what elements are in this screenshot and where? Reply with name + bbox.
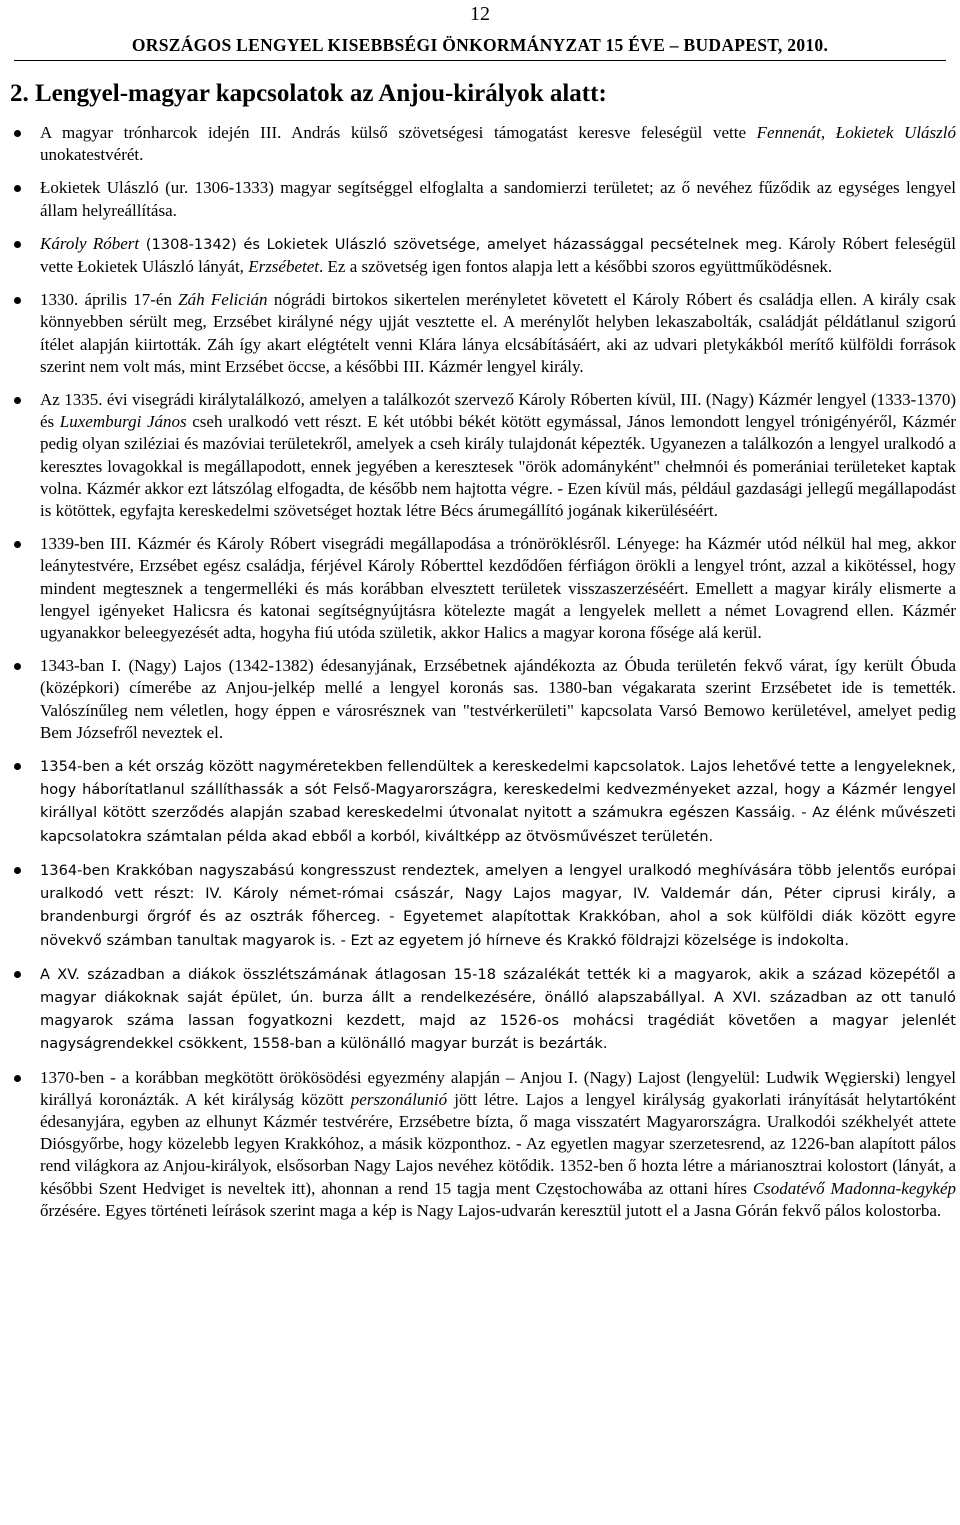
text-run: 1339-ben III. Kázmér és Károly Róbert visegrádi megállapodása a trónöröklésről. Lényege: ha Kázmér utód nélkül hal meg, akkor leánytestvére, Erzsébet egész családja, férjével Károly Róberttel kezdődően férfiágon örökli a lengyel trónt, azzal a kikötéssel, hogy mindent megtesznek a tengermelléki és más korábban elvesztett területek visszaszerzéséért. Emellett a magyar király elismerte a lengyel igényeket Halicsra és katonai segítségnyújtásra kötelezte magát a lengyelek mellett a német Lovagrend ellen. Kázmér ugyanakkor beleegyezését adta, hogyha fiú utóda születik, akkor Halics a magyar korona fősége alá kerül. [40, 534, 956, 643]
italic-text: Łokietek Ulászló [835, 123, 957, 142]
text-run: őrzésére. Egyes történeti leírások szerint maga a kép is Nagy Lajos-udvarán keresztül jutott el a Jasna Górán fekvő pálos kolostorba. [40, 1200, 942, 1220]
text-run: Az 1335. évi visegrádi királytalálkozó, amelyen a találkozót szervező Károly Róberten kívül, III. (Nagy) Kázmér lengyel (1333-1370) és [40, 390, 956, 432]
text-run: Łokietek Ulászló (ur. 1306-1333) magyar segítséggel elfoglalta a sandomierzi területet; az ő nevéhez fűződik az egységes lengyel állam helyreállítása. [40, 178, 956, 220]
bullet-list [0, 122, 960, 1233]
bullet-item [0, 755, 960, 848]
text-run: 1343-ban I. (Nagy) Lajos (1342-1382) édesanyjának, Erzsébetnek ajándékozta az Óbuda területén fekvő várat, így került Óbuda (középkori) címerébe az Anjou-jelkép mellé a lengyel koronás sas. 1380-ban végakarata szerint Erzsébetet ide is temették. Valószínűleg nem véletlen, hogy éppen e városrésznek van "testvérkerületi" kapcsolata Varsó Bemowo kerületével, amelyet pedig Bem Józsefről neveztek el. [40, 656, 956, 742]
header-rule [14, 60, 946, 61]
section-heading: 2. Lengyel-magyar kapcsolatok az Anjou-királyok alatt: [10, 80, 607, 107]
bullet-item [0, 289, 960, 378]
italic-text: Károly Róbert [40, 233, 140, 253]
text-run: . Ez a szövetség igen fontos alapja lett a későbbi szoros együttműködésnek. [319, 257, 833, 277]
text-run: A magyar trónharcok idején III. András külső szövetségesi támogatást keresve feleségül vette [40, 123, 757, 142]
text-run: Károly Róbert feleségül vette Łokietek Ulászló lányát, [40, 233, 956, 277]
text-run: , [820, 123, 836, 142]
bullet-item [0, 533, 960, 644]
running-header: ORSZÁGOS LENGYEL KISEBBSÉGI ÖNKORMÁNYZAT 15 ÉVE – BUDAPEST, 2010. [131, 35, 829, 55]
text-run: 1364-ben Krakkóban nagyszabású kongresszust rendeztek, amelyen a lengyel uralkodó meghívására több jelentős európai uralkodó vett részt: IV. Károly német-római császár, Nagy Lajos magyar, IV. Valdemár dán, Péter ciprusi király, a brandenburgi őrgróf és az osztrák főherceg. - Egyetemet alapítottak Krakkóban, ahol a sok külföldi diák között egyre növekvő számban tanultak magyarok is. - Ezt az egyetem jó hírneve és Krakkó földrajzi közelsége is indokolta. [40, 861, 956, 949]
bullet-item [0, 859, 960, 952]
text-run: (1308-1342) és Lokietek Ulászló szövetsége, amelyet házassággal pecsételnek meg. [139, 235, 783, 253]
bullet-item [0, 963, 960, 1056]
italic-text: Záh Felicián [178, 290, 268, 310]
bullet-item [0, 655, 960, 744]
italic-text: Luxemburgi János [59, 412, 187, 432]
text-run: A XV. században a diákok összlétszámának átlagosan 15-18 százalékát tették ki a magyarok, akik a század közepétől a magyar diákoknak saját épület, ún. burza állt a rendelkezésére, önálló alapszabállyal. A XVI. században az ott tanuló magyarok száma lassan fogyatkozni kezdett, majd az 1526-os mohácsi tragédiát követően a magyar jelenlét nagyságrendekkel csökkent, 1558-ban a különálló magyar burzát is bezárták. [40, 965, 956, 1053]
italic-text: Erzsébetet [248, 257, 320, 277]
text-run: cseh uralkodó vett részt. E két utóbbi békét kötött egymással, János lemondott lengyel trónigényéről, Kázmér pedig olyan sziléziai és mazóviai területekről, amelyek a cseh király tulajdonát képezték. Ugyanezen a találkozón a lengyel uralkodó a keresztes lovagokkal is megállapodott, ennek jegyében a keresztesek "örök adományként" chełmnói és pomerániai területeket kaptak volna. Kázmér akkor ezt látszólag elfogadta, de később nem hajtotta végre. - Ezen kívül más, például gazdasági jellegű megállapodást is kötöttek, egyfajta kereskedelmi szövetséget hoztak létre Bécs árumegállító jogának kikerüléséért. [40, 412, 956, 521]
text-run: 1354-ben a két ország között nagyméretekben fellendültek a kereskedelmi kapcsolatok. Lajos lehetővé tette a lengyeleknek, hogy háborítatlanul szállíthassák a sót Felső-Magyarországra, kereskedelmi kedvezményeket azzal, hogy a Kázmér lengyel királlyal kötött szerződés alapján szabad kereskedelmi útvonalat nyitott a számukra egészen Kassáig. - Az élénk művészeti kapcsolatokra számtalan példa akad ebből a korból, kiváltképp az ötvösművészet területén. [40, 758, 956, 845]
text-run: nógrádi birtokos sikertelen merényletet követett el Károly Róbert és családja ellen. A király csak könnyebben sérült meg, Erzsébet királyné négy ujját vesztette el. A merénylőt helyben lekaszabolták, családját példátlanul szigorú ítélet alapján kiirtották. Záh így akart elégtételt venni Klára lánya elcsábításáért, aki az udvari pletykákból merítő külföldi források szerint nem volt más, mint Erzsébet öccse, a későbbi III. Kázmér lengyel király. [40, 290, 956, 376]
text-run: 1370-ben - a korábban megkötött örökösödési egyezmény alapján – Anjou I. (Nagy) Lajost (lengyelül: Ludwik Węgierski) lengyel királlyá koronázták. A két királyság között [40, 1067, 956, 1109]
bullet-item [0, 233, 960, 278]
text-run: unokatestvérét. [40, 145, 144, 165]
italic-text: Fennenát [756, 123, 821, 142]
bullet-item [0, 177, 960, 221]
italic-text: perszonálunió [350, 1089, 448, 1109]
bullet-item [0, 122, 960, 166]
page-number: 12 [470, 3, 490, 25]
bullet-item [0, 389, 960, 522]
text-run: jött létre. Lajos a lengyel királyság gyakorlati irányítását helytartóként édesanyjára, egyben az elhunyt Kázmér testvérére, Erzsébetre bízta, ő maga visszatért Magyarországra. Uralkodói székhelyét attete Diósgyőrbe, hogy közelebb legyen Krakkóhoz, a másik központhoz. - Az egyetlen magyar szerzetesrend, az 1226-ban alapított pálos rend világkora az Anjou-királyok, elsősorban Nagy Lajos nevéhez kötődik. 1352-ben ő hozta létre a márianosztrai kolostort (lányát, a későbbi Szent Hedviget is neveltek itt), ahonnan a rend 15 tagja ment Częstochowába az ottani híres [40, 1089, 956, 1198]
text-run: 1330. április 17-én [40, 290, 179, 310]
italic-text: Csodatévő Madonna-kegykép [752, 1178, 957, 1198]
bullet-item [0, 1067, 960, 1222]
